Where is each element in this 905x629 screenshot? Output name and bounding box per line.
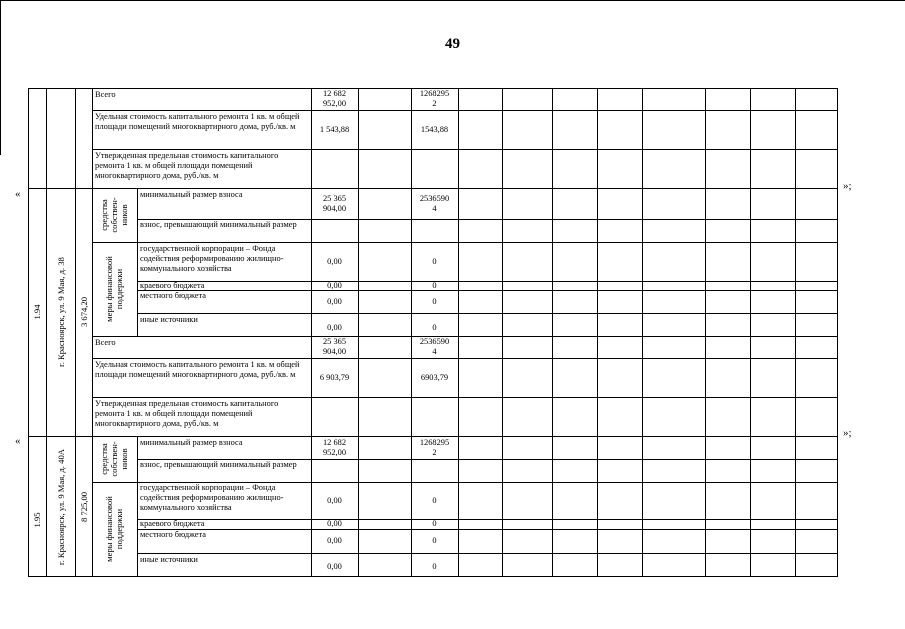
amount-cell: 1543,88 (420, 124, 449, 134)
row-label-min-fee: минимальный размер взноса (140, 438, 243, 447)
row-label-regional-budget: краевого бюджета (140, 281, 205, 290)
amount-cell: 0,00 (327, 296, 342, 306)
amount-cell: 12 682 952,00 (322, 437, 347, 457)
group-label-support-measures: меры финансовой поддержки (104, 496, 124, 562)
quote-close-mark: »; (843, 427, 852, 439)
quote-open-mark: « (15, 435, 21, 447)
entry-area: 3 674,20 (79, 296, 89, 328)
amount-cell: 2536590 4 (419, 337, 450, 356)
amount-cell: 0 (432, 562, 437, 571)
amount-cell: 0 (432, 495, 437, 505)
group-label-support-measures: меры финансовой поддержки (104, 256, 124, 322)
amount-cell: 0,00 (327, 562, 342, 571)
amount-cell: 0,00 (327, 495, 342, 505)
row-label-total: Всего (95, 90, 116, 99)
row-label-state-corp: государственной корпорации – Фонда содействия реформированию жилищно-коммунального хозяйства (140, 483, 284, 512)
amount-cell: 0 (432, 322, 437, 332)
row-label-approved-cost: Утвержденная предельная стоимость капитального ремонта 1 кв. м общей площади помещений многоквартирного дома, руб./кв. м (95, 151, 279, 180)
amount-cell: 1 543,88 (319, 124, 350, 134)
entry-number: 1.95 (32, 512, 42, 528)
row-label-unit-cost: Удельная стоимость капитального ремонта 1 кв. м общей площади помещений многоквартирного дома, руб./кв. м (95, 112, 300, 131)
amount-cell: 25 365 904,00 (322, 193, 347, 213)
amount-cell: 0 (432, 281, 437, 290)
entry-address: г. Красноярск, ул. 9 Мая, д. 38 (56, 257, 66, 367)
row-label-excess-fee: взнос, превышающий минимальный размер (140, 220, 297, 229)
entry-area: 8 725,00 (79, 491, 89, 523)
amount-cell: 0 (432, 256, 437, 266)
amount-cell: 6903,79 (420, 372, 449, 382)
amount-cell: 0,00 (327, 322, 342, 332)
row-label-state-corp: государственной корпорации – Фонда содействия реформированию жилищно-коммунального хозяйства (140, 244, 284, 273)
amount-cell: 0,00 (327, 519, 342, 528)
group-label-owners-funds: средства собствен-ников (99, 197, 129, 233)
row-label-unit-cost: Удельная стоимость капитального ремонта 1 кв. м общей площади помещений многоквартирного дома, руб./кв. м (95, 360, 300, 379)
amount-cell: 0 (432, 519, 437, 528)
row-label-other-sources: иные источники (140, 315, 198, 324)
amount-cell: 0,00 (327, 281, 342, 290)
amount-cell: 25 365 904,00 (322, 337, 347, 356)
amount-cell: 0,00 (327, 536, 342, 545)
page-number: 49 (445, 36, 460, 52)
amount-cell: 0,00 (327, 256, 342, 266)
row-label-other-sources: иные источники (140, 555, 198, 564)
row-label-approved-cost: Утвержденная предельная стоимость капитального ремонта 1 кв. м общей площади помещений многоквартирного дома, руб./кв. м (95, 399, 279, 428)
row-label-regional-budget: краевого бюджета (140, 519, 205, 528)
quote-close-mark: »; (843, 180, 852, 192)
entry-number: 1.94 (32, 304, 42, 320)
entry-address: г. Красноярск, ул. 9 Мая, д. 40А (56, 449, 66, 565)
row-label-min-fee: минимальный размер взноса (140, 190, 243, 199)
amount-cell: 0 (432, 536, 437, 545)
row-label-excess-fee: взнос, превышающий минимальный размер (140, 460, 297, 469)
row-label-local-budget: местного бюджета (140, 291, 207, 300)
row-label-local-budget: местного бюджета (140, 530, 207, 539)
amount-cell: 6 903,79 (319, 372, 350, 382)
quote-open-mark: « (15, 188, 21, 200)
amount-cell: 1268295 2 (419, 89, 450, 108)
amount-cell: 0 (432, 296, 437, 306)
amount-cell: 2536590 4 (419, 193, 450, 213)
amount-cell: 1268295 2 (419, 437, 450, 457)
amount-cell: 12 682 952,00 (322, 89, 347, 108)
group-label-owners-funds: средства собствен-ников (99, 441, 129, 477)
row-label-total: Всего (95, 338, 116, 347)
